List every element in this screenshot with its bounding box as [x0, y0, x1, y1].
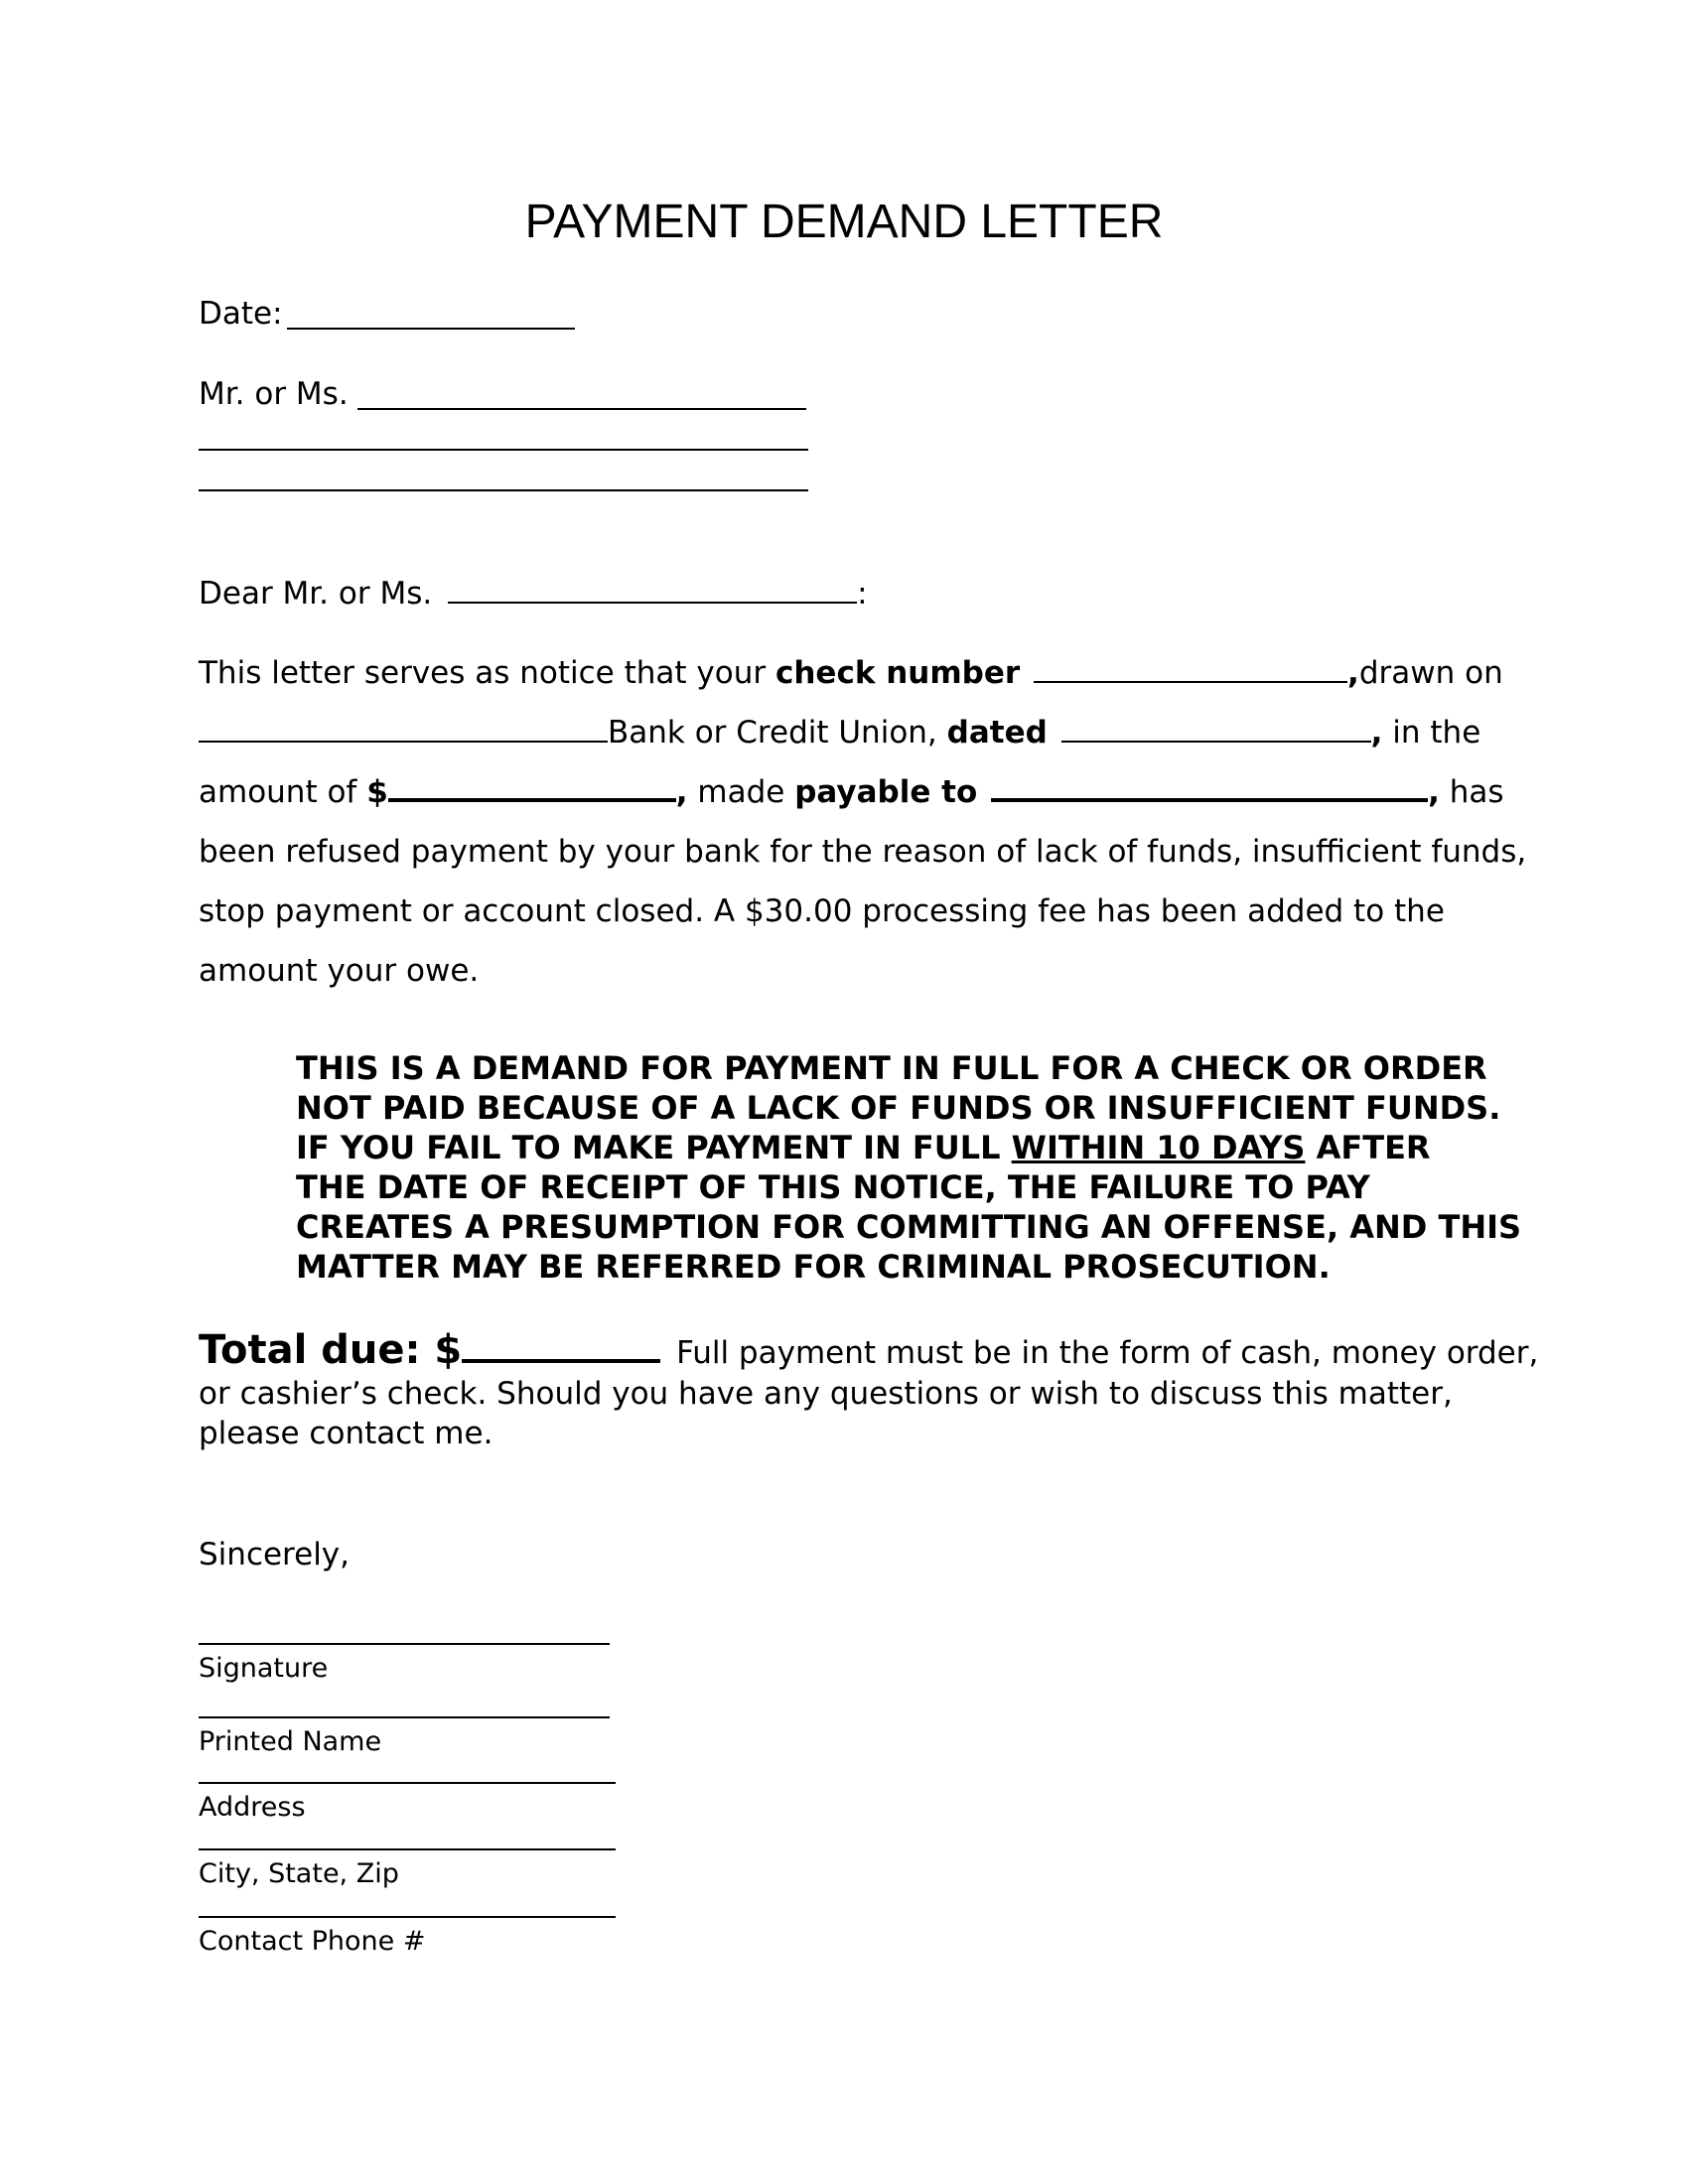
total-text-line-2: or cashier’s check. Should you have any questions or wish to discuss this matter,	[199, 1376, 1453, 1412]
para-line-2	[199, 713, 1480, 752]
deadline-text: WITHIN 10 DAYS	[1011, 1129, 1306, 1166]
para-text: drawn on	[1358, 655, 1503, 691]
para-text: has	[1439, 774, 1504, 810]
recipient-name-field[interactable]	[357, 408, 806, 410]
warning-line	[296, 1128, 1517, 1167]
salutation-label: Dear Mr. or Ms.	[199, 576, 433, 612]
total-due-label: Total due: $	[199, 1327, 463, 1373]
para-text: This letter serves as notice that your	[199, 655, 775, 691]
warning-line: THE DATE OF RECEIPT OF THIS NOTICE, THE FAILURE TO PAY	[296, 1168, 1370, 1206]
check-number-field[interactable]	[1034, 680, 1347, 683]
demand-warning	[296, 1048, 1522, 1287]
page-title: PAYMENT DEMAND LETTER	[524, 196, 1164, 248]
total-due-line	[199, 1327, 1539, 1373]
para-text: Bank or Credit Union,	[608, 715, 947, 751]
dated-label: dated	[946, 715, 1048, 751]
para-line-5: stop payment or account closed. A $30.00 processing fee has been added to the	[199, 893, 1445, 929]
warning-text: IF YOU FAIL TO MAKE PAYMENT IN FULL	[296, 1129, 1012, 1166]
date-field[interactable]	[287, 328, 575, 330]
contact-phone-label: Contact Phone #	[199, 1926, 426, 1957]
total-text: Full payment must be in the form of cash, money order,	[676, 1335, 1539, 1371]
check-amount-field[interactable]	[388, 797, 676, 802]
printed-name-field[interactable]	[199, 1716, 610, 1718]
contact-phone-field[interactable]	[199, 1916, 616, 1918]
para-comma: ,	[675, 774, 688, 810]
para-text: in the	[1382, 715, 1481, 751]
salutation	[199, 574, 868, 614]
closing: Sincerely,	[199, 1537, 351, 1572]
warning-line: NOT PAID BECAUSE OF A LACK OF FUNDS OR INSUFFICIENT FUNDS.	[296, 1089, 1501, 1127]
para-line-4: been refused payment by your bank for the reason of lack of funds, insufficient funds,	[199, 834, 1527, 870]
para-text: made	[687, 774, 795, 810]
para-comma: ,	[1347, 655, 1359, 691]
warning-line: MATTER MAY BE REFERRED FOR CRIMINAL PROSECUTION.	[296, 1248, 1331, 1286]
signature-label: Signature	[199, 1653, 329, 1684]
check-date-field[interactable]	[1061, 740, 1371, 743]
payee-field[interactable]	[991, 797, 1428, 802]
address-field[interactable]	[199, 1782, 616, 1784]
total-due-field[interactable]	[462, 1358, 660, 1363]
para-text: amount of	[199, 774, 367, 810]
city-state-zip-field[interactable]	[199, 1848, 616, 1850]
para-line-1	[199, 653, 1503, 693]
warning-line: CREATES A PRESUMPTION FOR COMMITTING AN OFFENSE, AND THIS	[296, 1208, 1522, 1246]
warning-text: AFTER	[1305, 1129, 1431, 1166]
recipient-address-line-1[interactable]	[199, 449, 808, 451]
dollar-sign: $	[366, 774, 388, 810]
address-label: Address	[199, 1792, 306, 1823]
recipient-label: Mr. or Ms.	[199, 376, 349, 412]
bank-name-field[interactable]	[199, 740, 608, 743]
payable-to-label: payable to	[794, 774, 978, 810]
check-number-label: check number	[774, 655, 1021, 691]
para-comma: ,	[1370, 715, 1383, 751]
para-line-6: amount your owe.	[199, 953, 480, 989]
recipient-address-line-2[interactable]	[199, 489, 808, 491]
para-line-3	[199, 772, 1504, 812]
salutation-colon: :	[857, 576, 868, 612]
date-label: Date:	[199, 296, 283, 332]
signature-field[interactable]	[199, 1643, 610, 1645]
warning-line: THIS IS A DEMAND FOR PAYMENT IN FULL FOR A CHECK OR ORDER	[296, 1049, 1487, 1087]
salutation-name-field[interactable]	[448, 601, 857, 604]
total-text-line-3: please contact me.	[199, 1416, 493, 1451]
para-comma: ,	[1428, 774, 1440, 810]
city-state-zip-label: City, State, Zip	[199, 1858, 399, 1889]
printed-name-label: Printed Name	[199, 1726, 382, 1757]
